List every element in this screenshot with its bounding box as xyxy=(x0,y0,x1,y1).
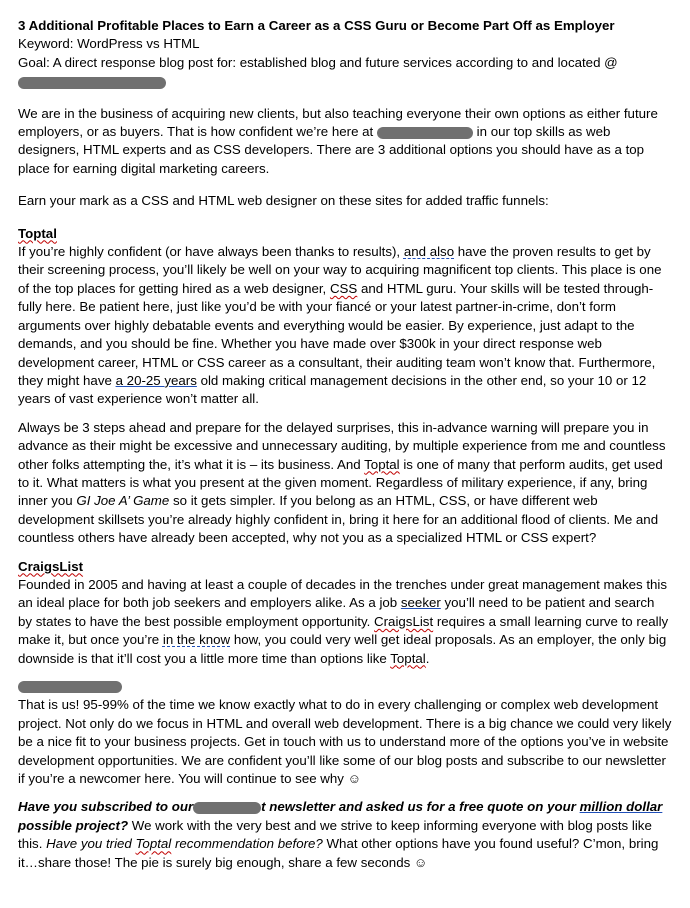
toptal-heading: Toptal xyxy=(18,225,57,241)
craigslist-p1-a: Founded in 2005 and having at least a couple of decades in the trenches under great management makes this an ideal place for both job seekers and employers alike. As a job xyxy=(18,576,668,611)
closing-p2-d: possible project? xyxy=(18,817,129,833)
craigslist-p1-d: CraigsList xyxy=(374,613,434,629)
craigslist-p1-h: Toptal xyxy=(390,650,426,666)
closing-p2-g: Toptal xyxy=(135,836,172,852)
closing-p2-b: t newsletter and asked us for a free quote on your xyxy=(261,799,580,815)
toptal-p2-b: Toptal xyxy=(364,456,400,472)
craigslist-p1-c: you’ll need to be patient and search by states to have the best possible employment opportunity. xyxy=(18,595,655,629)
toptal-p1-d: CSS xyxy=(329,280,358,296)
closing-p2-e: We work with the very best and we strive to keep informing everyone with blog posts like this. xyxy=(18,817,652,852)
toptal-paragraph-1 xyxy=(18,243,672,409)
goal-line xyxy=(18,54,672,91)
closing-p2-f: Have you tried xyxy=(46,836,136,852)
toptal-p1-b: and also xyxy=(403,244,455,260)
toptal-paragraph-2 xyxy=(18,419,672,548)
intro-text-a: We are in the business of acquiring new clients, but also teaching everyone their own options as either future employers, or as buyers. That is how confident we’re here at xyxy=(18,105,658,140)
toptal-p1-c: have the proven results to get by their screening process, you’ll likely be well on your way to acquiring magnificent top clients. This place is one of the top places for getting hired as a web designer, xyxy=(18,244,662,296)
toptal-p1-a: If you’re highly confident (or have always been thanks to results), xyxy=(18,244,404,260)
toptal-p2-d: GI Joe A’ Game xyxy=(76,493,170,509)
intro-paragraph xyxy=(18,105,672,179)
craigslist-p1-b: seeker xyxy=(400,595,441,611)
closing-p2-c: million dollar xyxy=(579,799,663,815)
redacted-company-name xyxy=(377,127,473,139)
toptal-p2-e: so it gets simpler. If you belong as an HTML, CSS, or have different web development skillsets you’re already highly confident in, bring it here for an additional flood of clients. Me and countless others have already been accepted, why not you as a specialized HTML or CSS expert? xyxy=(18,493,659,546)
craigslist-p1-i: . xyxy=(425,650,430,666)
keyword-line: Keyword: WordPress vs HTML xyxy=(18,36,200,52)
craigslist-p1-g: how, you could very well get ideal proposals. As an employer, the only big downside is that it’ll cost you a little more time than options like xyxy=(18,632,667,666)
intro-lead-in: Earn your mark as a CSS and HTML web designer on these sites for added traffic funnels: xyxy=(18,193,549,209)
craigslist-heading: CraigsList xyxy=(18,558,84,574)
craigslist-paragraph xyxy=(18,576,672,668)
redacted-brand-name xyxy=(193,802,261,814)
redacted-url xyxy=(18,77,166,89)
redacted-heading xyxy=(18,678,672,696)
craigslist-p1-e: requires a small learning curve to really make it, but once you’re xyxy=(18,613,669,648)
closing-paragraph-1: That is us! 95-99% of the time we know exactly what to do in every challenging or complex web development project. Not only do we focus in HTML and overall web development. There is a big chance we could very likely be a nice fit to your business projects. Get in touch with us to understand more of the options you’ve in website development opportunities. We are confident you’ll like some of our blog posts and subscribe to our newsletter if you’re a newcomer here. You will continue to see why ☺ xyxy=(18,697,672,787)
closing-p2-a: Have you subscribed to our xyxy=(18,799,194,815)
closing-p2-h: recommendation before? xyxy=(171,836,323,852)
toptal-p1-e: and HTML guru. Your skills will be tested through-fully here. Be patient here, just like you’d be with your fiancé or your latest partner-in-crime, don’t form arguments over highly debatable events and everything would be easier. By experience, just adapt to the demands, and you should be fine. Whether you have made over $300k in your direct response web development career, HTML or CSS career as a consultant, their auditing team won’t know that. Furthermore, they might have xyxy=(18,280,656,388)
toptal-p1-f: a 20-25 years xyxy=(115,372,197,388)
toptal-p2-c: is one of many that perform audits, get used to it. What matters is what you present at the given moment. Regardless of military experience, if any, bring inner you xyxy=(18,456,663,509)
goal-text: Goal: A direct response blog post for: established blog and future services according to and located @ xyxy=(18,54,618,70)
craigslist-p1-f: in the know xyxy=(162,632,231,648)
closing-p2-i: What other options have you found useful? C’mon, bring it…share those! The pie is surely big enough, share a few seconds ☺ xyxy=(18,836,659,870)
intro-text-b: in our top skills as web designers, HTML experts and as CSS developers. There are 3 additional options you should have as a top place for earning digital marketing careers. xyxy=(18,124,645,176)
closing-paragraph-2 xyxy=(18,798,672,872)
document-title: 3 Additional Profitable Places to Earn a Career as a CSS Guru or Become Part Off as Employer xyxy=(18,18,615,33)
toptal-p1-g: old making critical management decisions in the other end, so your 10 or 12 years of vast experience won’t matter all. xyxy=(18,372,647,407)
redacted-section-heading xyxy=(18,681,122,693)
toptal-p2-a: Always be 3 steps ahead and prepare for the delayed surprises, this in-advance warning will prepare you in advance as their might be excessive and unnecessary auditing, by multiple experience from me and countless other folks attempting the, it’s what it is – its business. And xyxy=(18,419,666,472)
